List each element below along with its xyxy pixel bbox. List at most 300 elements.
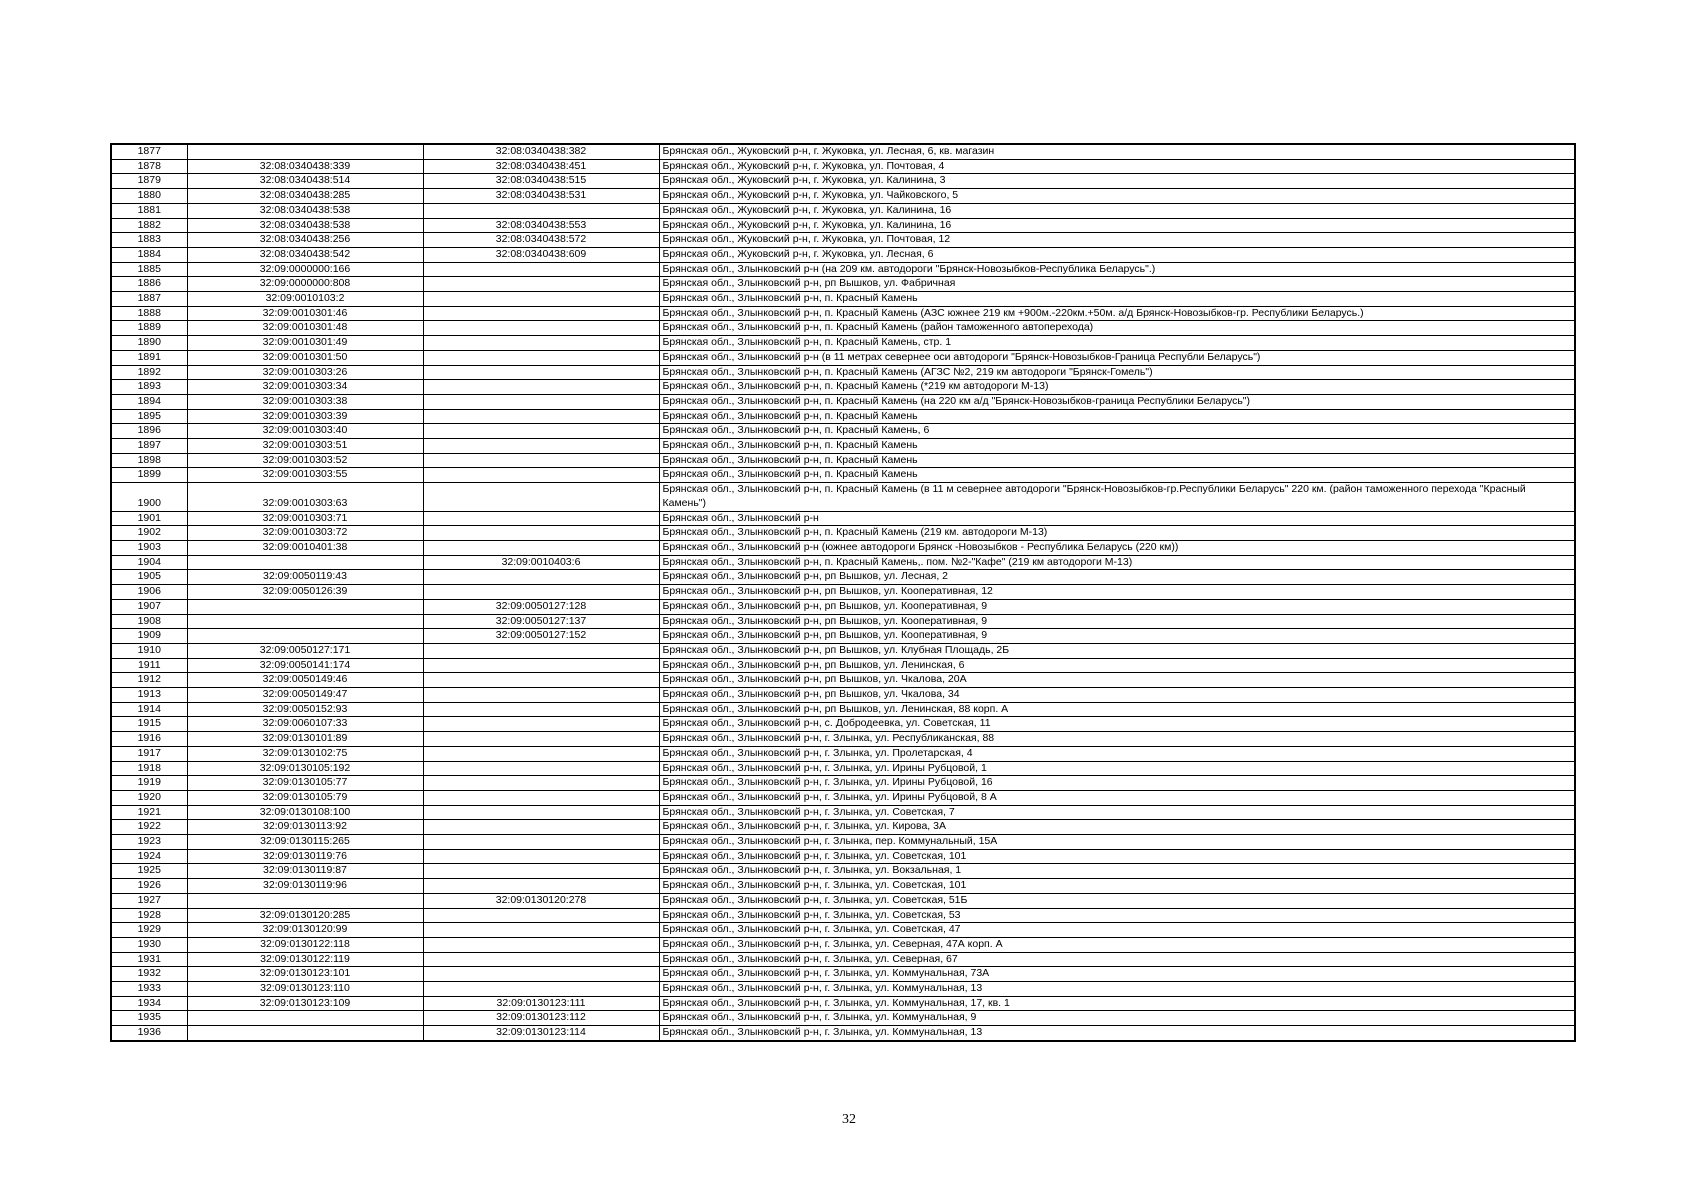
row-number-cell: 1887 (111, 292, 187, 307)
row-number-cell: 1882 (111, 218, 187, 233)
cadastral-number-cell (187, 1026, 423, 1041)
cadastral-number-cell: 32:09:0000000:166 (187, 262, 423, 277)
cadastral-number-cell: 32:09:0130123:101 (187, 967, 423, 982)
object-cadastral-number-cell (423, 937, 659, 952)
table-row (111, 424, 1575, 439)
address-cell: Брянская обл., Злынковский р-н, с. Добродеевка, ул. Советская, 11 (659, 717, 1575, 732)
row-number-cell: 1907 (111, 599, 187, 614)
address-cell: Брянская обл., Злынковский р-н, г. Злынка, ул. Коммунальная, 13 (659, 982, 1575, 997)
object-cadastral-number-cell: 32:09:0010403:6 (423, 555, 659, 570)
table-row (111, 761, 1575, 776)
object-cadastral-number-cell: 32:08:0340438:609 (423, 247, 659, 262)
table-row (111, 967, 1575, 982)
table-row (111, 805, 1575, 820)
object-cadastral-number-cell (423, 805, 659, 820)
object-cadastral-number-cell (423, 820, 659, 835)
table-row (111, 658, 1575, 673)
address-cell: Брянская обл., Жуковский р-н, г. Жуковка, ул. Почтовая, 4 (659, 159, 1575, 174)
cadastral-number-cell: 32:09:0010303:38 (187, 394, 423, 409)
cadastral-number-cell: 32:09:0130101:89 (187, 732, 423, 747)
cadastral-number-cell: 32:09:0130123:110 (187, 982, 423, 997)
address-cell: Брянская обл., Злынковский р-н, г. Злынка, ул. Ирины Рубцовой, 8 А (659, 790, 1575, 805)
table-row (111, 394, 1575, 409)
object-cadastral-number-cell (423, 453, 659, 468)
cadastral-number-cell: 32:08:0340438:514 (187, 174, 423, 189)
cadastral-table (110, 143, 1576, 1042)
row-number-cell: 1932 (111, 967, 187, 982)
cadastral-number-cell: 32:08:0340438:339 (187, 159, 423, 174)
row-number-cell: 1886 (111, 277, 187, 292)
address-cell: Брянская обл., Злынковский р-н, г. Злынка, ул. Республиканская, 88 (659, 732, 1575, 747)
address-cell: Брянская обл., Злынковский р-н, п. Красный Камень (659, 439, 1575, 454)
table-row (111, 203, 1575, 218)
object-cadastral-number-cell: 32:08:0340438:451 (423, 159, 659, 174)
object-cadastral-number-cell (423, 658, 659, 673)
cadastral-number-cell: 32:09:0060107:33 (187, 717, 423, 732)
object-cadastral-number-cell (423, 277, 659, 292)
object-cadastral-number-cell: 32:09:0130123:112 (423, 1011, 659, 1026)
table-row (111, 218, 1575, 233)
object-cadastral-number-cell (423, 483, 659, 511)
address-cell: Брянская обл., Злынковский р-н, рп Вышков, ул. Ленинская, 6 (659, 658, 1575, 673)
cadastral-number-cell: 32:09:0130102:75 (187, 746, 423, 761)
table-row (111, 746, 1575, 761)
row-number-cell: 1890 (111, 336, 187, 351)
cadastral-number-cell: 32:09:0130108:100 (187, 805, 423, 820)
row-number-cell: 1936 (111, 1026, 187, 1041)
object-cadastral-number-cell (423, 982, 659, 997)
address-cell: Брянская обл., Злынковский р-н, рп Вышков, ул. Кооперативная, 9 (659, 614, 1575, 629)
cadastral-number-cell: 32:09:0010301:49 (187, 336, 423, 351)
address-cell: Брянская обл., Жуковский р-н, г. Жуковка, ул. Калинина, 3 (659, 174, 1575, 189)
cadastral-number-cell: 32:09:0050152:93 (187, 702, 423, 717)
address-cell: Брянская обл., Злынковский р-н, рп Вышков, ул. Клубная Площадь, 2Б (659, 643, 1575, 658)
cadastral-number-cell: 32:09:0010303:55 (187, 468, 423, 483)
table-row (111, 189, 1575, 204)
cadastral-number-cell: 32:09:0130122:119 (187, 952, 423, 967)
row-number-cell: 1913 (111, 688, 187, 703)
object-cadastral-number-cell: 32:08:0340438:515 (423, 174, 659, 189)
cadastral-number-cell: 32:09:0010303:52 (187, 453, 423, 468)
object-cadastral-number-cell (423, 923, 659, 938)
address-cell: Брянская обл., Жуковский р-н, г. Жуковка, ул. Лесная, 6, кв. магазин (659, 144, 1575, 159)
table-row (111, 952, 1575, 967)
cadastral-number-cell: 32:09:0050127:171 (187, 643, 423, 658)
object-cadastral-number-cell (423, 468, 659, 483)
table-row (111, 336, 1575, 351)
cadastral-number-cell: 32:09:0130113:92 (187, 820, 423, 835)
cadastral-number-cell: 32:09:0130120:99 (187, 923, 423, 938)
object-cadastral-number-cell: 32:08:0340438:531 (423, 189, 659, 204)
row-number-cell: 1921 (111, 805, 187, 820)
address-cell: Брянская обл., Злынковский р-н, п. Красный Камень (659, 292, 1575, 307)
row-number-cell: 1905 (111, 570, 187, 585)
address-cell: Брянская обл., Злынковский р-н, г. Злынка, ул. Вокзальная, 1 (659, 864, 1575, 879)
address-cell: Брянская обл., Злынковский р-н, п. Красный Камень (в 11 м севернее автодороги "Брянск-Новозыбков-гр.Республики Беларусь" 220 км. (район таможенного перехода "Красный Камень") (659, 483, 1575, 511)
address-cell: Брянская обл., Злынковский р-н, г. Злынка, ул. Советская, 47 (659, 923, 1575, 938)
table-row (111, 409, 1575, 424)
cadastral-number-cell: 32:09:0010303:26 (187, 365, 423, 380)
object-cadastral-number-cell (423, 967, 659, 982)
object-cadastral-number-cell (423, 849, 659, 864)
object-cadastral-number-cell (423, 526, 659, 541)
row-number-cell: 1880 (111, 189, 187, 204)
table-row (111, 439, 1575, 454)
row-number-cell: 1926 (111, 879, 187, 894)
cadastral-number-cell (187, 144, 423, 159)
address-cell: Брянская обл., Злынковский р-н, рп Вышков, ул. Кооперативная, 9 (659, 629, 1575, 644)
address-cell: Брянская обл., Жуковский р-н, г. Жуковка, ул. Калинина, 16 (659, 218, 1575, 233)
row-number-cell: 1925 (111, 864, 187, 879)
address-cell: Брянская обл., Жуковский р-н, г. Жуковка, ул. Чайковского, 5 (659, 189, 1575, 204)
table-row (111, 849, 1575, 864)
object-cadastral-number-cell (423, 262, 659, 277)
row-number-cell: 1931 (111, 952, 187, 967)
object-cadastral-number-cell (423, 380, 659, 395)
table-row (111, 306, 1575, 321)
object-cadastral-number-cell (423, 350, 659, 365)
table-row (111, 526, 1575, 541)
object-cadastral-number-cell (423, 585, 659, 600)
address-cell: Брянская обл., Жуковский р-н, г. Жуковка, ул. Лесная, 6 (659, 247, 1575, 262)
row-number-cell: 1885 (111, 262, 187, 277)
cadastral-number-cell: 32:09:0130105:192 (187, 761, 423, 776)
object-cadastral-number-cell (423, 643, 659, 658)
table-row (111, 732, 1575, 747)
table-row (111, 673, 1575, 688)
row-number-cell: 1891 (111, 350, 187, 365)
object-cadastral-number-cell: 32:09:0050127:152 (423, 629, 659, 644)
row-number-cell: 1893 (111, 380, 187, 395)
cadastral-number-cell: 32:09:0010303:39 (187, 409, 423, 424)
row-number-cell: 1900 (111, 483, 187, 511)
address-cell: Брянская обл., Жуковский р-н, г. Жуковка, ул. Калинина, 16 (659, 203, 1575, 218)
table-row (111, 511, 1575, 526)
cadastral-number-cell: 32:09:0010301:46 (187, 306, 423, 321)
address-cell: Брянская обл., Злынковский р-н, г. Злынка, ул. Коммунальная, 9 (659, 1011, 1575, 1026)
cadastral-number-cell (187, 614, 423, 629)
table-row (111, 923, 1575, 938)
cadastral-number-cell: 32:09:0130120:285 (187, 908, 423, 923)
cadastral-number-cell: 32:09:0130105:79 (187, 790, 423, 805)
cadastral-number-cell: 32:08:0340438:285 (187, 189, 423, 204)
address-cell: Брянская обл., Злынковский р-н, п. Красный Камень, стр. 1 (659, 336, 1575, 351)
row-number-cell: 1929 (111, 923, 187, 938)
cadastral-number-cell: 32:09:0010303:51 (187, 439, 423, 454)
row-number-cell: 1914 (111, 702, 187, 717)
table-row (111, 702, 1575, 717)
address-cell: Брянская обл., Злынковский р-н (в 11 метрах севернее оси автодороги "Брянск-Новозыбков-Граница Республи Беларусь") (659, 350, 1575, 365)
address-cell: Брянская обл., Злынковский р-н, п. Красный Камень, 6 (659, 424, 1575, 439)
table-row (111, 614, 1575, 629)
object-cadastral-number-cell (423, 688, 659, 703)
address-cell: Брянская обл., Злынковский р-н, г. Злынка, ул. Кирова, 3А (659, 820, 1575, 835)
object-cadastral-number-cell (423, 761, 659, 776)
cadastral-number-cell: 32:09:0130105:77 (187, 776, 423, 791)
address-cell: Брянская обл., Злынковский р-н, п. Красный Камень (район таможенного автоперехода) (659, 321, 1575, 336)
address-cell: Брянская обл., Злынковский р-н, г. Злынка, ул. Советская, 7 (659, 805, 1575, 820)
object-cadastral-number-cell (423, 306, 659, 321)
table-row (111, 262, 1575, 277)
address-cell: Брянская обл., Злынковский р-н, п. Красный Камень (*219 км автодороги М-13) (659, 380, 1575, 395)
cadastral-number-cell: 32:09:0010301:50 (187, 350, 423, 365)
address-cell: Брянская обл., Злынковский р-н, п. Красный Камень (219 км. автодороги М-13) (659, 526, 1575, 541)
table-row (111, 144, 1575, 159)
object-cadastral-number-cell (423, 409, 659, 424)
cadastral-number-cell: 32:09:0010301:48 (187, 321, 423, 336)
cadastral-number-cell (187, 1011, 423, 1026)
cadastral-number-cell: 32:09:0050149:46 (187, 673, 423, 688)
row-number-cell: 1883 (111, 233, 187, 248)
table-row (111, 982, 1575, 997)
object-cadastral-number-cell: 32:09:0130123:111 (423, 996, 659, 1011)
table-row (111, 453, 1575, 468)
object-cadastral-number-cell (423, 365, 659, 380)
row-number-cell: 1917 (111, 746, 187, 761)
address-cell: Брянская обл., Злынковский р-н, рп Вышков, ул. Чкалова, 34 (659, 688, 1575, 703)
object-cadastral-number-cell (423, 908, 659, 923)
cadastral-number-cell: 32:08:0340438:256 (187, 233, 423, 248)
row-number-cell: 1934 (111, 996, 187, 1011)
object-cadastral-number-cell (423, 439, 659, 454)
cadastral-number-cell: 32:09:0050141:174 (187, 658, 423, 673)
row-number-cell: 1935 (111, 1011, 187, 1026)
row-number-cell: 1920 (111, 790, 187, 805)
address-cell: Брянская обл., Злынковский р-н, г. Злынка, ул. Пролетарская, 4 (659, 746, 1575, 761)
row-number-cell: 1906 (111, 585, 187, 600)
row-number-cell: 1901 (111, 511, 187, 526)
address-cell: Брянская обл., Жуковский р-н, г. Жуковка, ул. Почтовая, 12 (659, 233, 1575, 248)
address-cell: Брянская обл., Злынковский р-н, рп Вышков, ул. Фабричная (659, 277, 1575, 292)
row-number-cell: 1918 (111, 761, 187, 776)
object-cadastral-number-cell: 32:08:0340438:572 (423, 233, 659, 248)
address-cell: Брянская обл., Злынковский р-н, г. Злынка, ул. Советская, 101 (659, 879, 1575, 894)
address-cell: Брянская обл., Злынковский р-н (659, 511, 1575, 526)
cadastral-number-cell: 32:09:0010401:38 (187, 540, 423, 555)
address-cell: Брянская обл., Злынковский р-н (южнее автодороги Брянск -Новозыбков - Республика Беларусь (220 км)) (659, 540, 1575, 555)
object-cadastral-number-cell (423, 835, 659, 850)
table-row (111, 893, 1575, 908)
row-number-cell: 1919 (111, 776, 187, 791)
row-number-cell: 1927 (111, 893, 187, 908)
table-row (111, 585, 1575, 600)
table-row (111, 277, 1575, 292)
table-row (111, 864, 1575, 879)
cadastral-number-cell: 32:09:0010303:40 (187, 424, 423, 439)
row-number-cell: 1928 (111, 908, 187, 923)
table-row (111, 321, 1575, 336)
row-number-cell: 1878 (111, 159, 187, 174)
cadastral-number-cell (187, 599, 423, 614)
address-cell: Брянская обл., Злынковский р-н, п. Красный Камень (АЗС южнее 219 км +900м.-220км.+50м. а/д Брянск-Новозыбков-гр. Республики Беларусь.) (659, 306, 1575, 321)
table-row (111, 540, 1575, 555)
address-cell: Брянская обл., Злынковский р-н, рп Вышков, ул. Чкалова, 20А (659, 673, 1575, 688)
cadastral-number-cell: 32:09:0130115:265 (187, 835, 423, 850)
cadastral-number-cell (187, 629, 423, 644)
address-cell: Брянская обл., Злынковский р-н, г. Злынка, ул. Ирины Рубцовой, 1 (659, 761, 1575, 776)
object-cadastral-number-cell (423, 394, 659, 409)
object-cadastral-number-cell: 32:09:0130123:114 (423, 1026, 659, 1041)
address-cell: Брянская обл., Злынковский р-н, рп Вышков, ул. Ленинская, 88 корп. А (659, 702, 1575, 717)
address-cell: Брянская обл., Злынковский р-н, п. Красный Камень (659, 468, 1575, 483)
object-cadastral-number-cell: 32:09:0050127:137 (423, 614, 659, 629)
row-number-cell: 1910 (111, 643, 187, 658)
object-cadastral-number-cell (423, 717, 659, 732)
row-number-cell: 1877 (111, 144, 187, 159)
address-cell: Брянская обл., Злынковский р-н, г. Злынка, ул. Коммунальная, 13 (659, 1026, 1575, 1041)
object-cadastral-number-cell: 32:09:0050127:128 (423, 599, 659, 614)
row-number-cell: 1909 (111, 629, 187, 644)
object-cadastral-number-cell (423, 336, 659, 351)
address-cell: Брянская обл., Злынковский р-н, п. Красный Камень (на 220 км а/д "Брянск-Новозыбков-граница Республики Беларусь") (659, 394, 1575, 409)
cadastral-number-cell: 32:09:0130119:87 (187, 864, 423, 879)
object-cadastral-number-cell (423, 292, 659, 307)
cadastral-number-cell (187, 893, 423, 908)
object-cadastral-number-cell: 32:08:0340438:382 (423, 144, 659, 159)
object-cadastral-number-cell (423, 732, 659, 747)
row-number-cell: 1902 (111, 526, 187, 541)
row-number-cell: 1912 (111, 673, 187, 688)
object-cadastral-number-cell (423, 673, 659, 688)
cadastral-number-cell: 32:09:0010303:72 (187, 526, 423, 541)
table-row (111, 688, 1575, 703)
address-cell: Брянская обл., Злынковский р-н (на 209 км. автодороги "Брянск-Новозыбков-Республика Беларусь".) (659, 262, 1575, 277)
row-number-cell: 1892 (111, 365, 187, 380)
address-cell: Брянская обл., Злынковский р-н, г. Злынка, ул. Советская, 101 (659, 849, 1575, 864)
cadastral-number-cell: 32:09:0050126:39 (187, 585, 423, 600)
table-row (111, 570, 1575, 585)
table-row (111, 879, 1575, 894)
table-row (111, 776, 1575, 791)
object-cadastral-number-cell: 32:09:0130120:278 (423, 893, 659, 908)
object-cadastral-number-cell (423, 540, 659, 555)
page-number: 32 (842, 1112, 856, 1127)
table-row (111, 247, 1575, 262)
row-number-cell: 1889 (111, 321, 187, 336)
object-cadastral-number-cell (423, 952, 659, 967)
table-row (111, 937, 1575, 952)
table-row (111, 1026, 1575, 1041)
table-row (111, 996, 1575, 1011)
row-number-cell: 1881 (111, 203, 187, 218)
address-cell: Брянская обл., Злынковский р-н, п. Красный Камень,. пом. №2-"Кафе" (219 км автодороги М-13) (659, 555, 1575, 570)
row-number-cell: 1908 (111, 614, 187, 629)
row-number-cell: 1930 (111, 937, 187, 952)
table-row (111, 599, 1575, 614)
table-row (111, 835, 1575, 850)
object-cadastral-number-cell (423, 776, 659, 791)
row-number-cell: 1899 (111, 468, 187, 483)
cadastral-number-cell: 32:08:0340438:542 (187, 247, 423, 262)
row-number-cell: 1884 (111, 247, 187, 262)
row-number-cell: 1897 (111, 439, 187, 454)
table-row (111, 1011, 1575, 1026)
object-cadastral-number-cell (423, 864, 659, 879)
object-cadastral-number-cell (423, 702, 659, 717)
cadastral-number-cell: 32:09:0050119:43 (187, 570, 423, 585)
row-number-cell: 1916 (111, 732, 187, 747)
address-cell: Брянская обл., Злынковский р-н, г. Злынка, ул. Северная, 67 (659, 952, 1575, 967)
object-cadastral-number-cell (423, 203, 659, 218)
row-number-cell: 1923 (111, 835, 187, 850)
object-cadastral-number-cell (423, 570, 659, 585)
row-number-cell: 1933 (111, 982, 187, 997)
row-number-cell: 1894 (111, 394, 187, 409)
row-number-cell: 1898 (111, 453, 187, 468)
address-cell: Брянская обл., Злынковский р-н, г. Злынка, ул. Коммунальная, 73А (659, 967, 1575, 982)
cadastral-number-cell: 32:09:0010303:71 (187, 511, 423, 526)
object-cadastral-number-cell: 32:08:0340438:553 (423, 218, 659, 233)
cadastral-number-cell: 32:09:0050149:47 (187, 688, 423, 703)
row-number-cell: 1904 (111, 555, 187, 570)
address-cell: Брянская обл., Злынковский р-н, п. Красный Камень (659, 453, 1575, 468)
row-number-cell: 1915 (111, 717, 187, 732)
cadastral-number-cell: 32:09:0130119:96 (187, 879, 423, 894)
cadastral-number-cell: 32:09:0010303:34 (187, 380, 423, 395)
table-row (111, 483, 1575, 511)
object-cadastral-number-cell (423, 746, 659, 761)
address-cell: Брянская обл., Злынковский р-н, г. Злынка, пер. Коммунальный, 15А (659, 835, 1575, 850)
cadastral-number-cell: 32:09:0010103:2 (187, 292, 423, 307)
object-cadastral-number-cell (423, 790, 659, 805)
address-cell: Брянская обл., Злынковский р-н, рп Вышков, ул. Кооперативная, 12 (659, 585, 1575, 600)
address-cell: Брянская обл., Злынковский р-н, г. Злынка, ул. Коммунальная, 17, кв. 1 (659, 996, 1575, 1011)
address-cell: Брянская обл., Злынковский р-н, п. Красный Камень (АГЗС №2, 219 км автодороги "Брянск-Гомель") (659, 365, 1575, 380)
table-row (111, 555, 1575, 570)
address-cell: Брянская обл., Злынковский р-н, рп Вышков, ул. Кооперативная, 9 (659, 599, 1575, 614)
table-row (111, 365, 1575, 380)
address-cell: Брянская обл., Злынковский р-н, г. Злынка, ул. Советская, 53 (659, 908, 1575, 923)
table-row (111, 174, 1575, 189)
cadastral-number-cell: 32:09:0130119:76 (187, 849, 423, 864)
table-row (111, 908, 1575, 923)
address-cell: Брянская обл., Злынковский р-н, рп Вышков, ул. Лесная, 2 (659, 570, 1575, 585)
table-row (111, 629, 1575, 644)
address-cell: Брянская обл., Злынковский р-н, г. Злынка, ул. Северная, 47А корп. А (659, 937, 1575, 952)
table-row (111, 717, 1575, 732)
row-number-cell: 1911 (111, 658, 187, 673)
cadastral-number-cell: 32:08:0340438:538 (187, 218, 423, 233)
table-row (111, 790, 1575, 805)
address-cell: Брянская обл., Злынковский р-н, п. Красный Камень (659, 409, 1575, 424)
row-number-cell: 1879 (111, 174, 187, 189)
address-cell: Брянская обл., Злынковский р-н, г. Злынка, ул. Советская, 51Б (659, 893, 1575, 908)
row-number-cell: 1895 (111, 409, 187, 424)
cadastral-number-cell: 32:09:0010303:63 (187, 483, 423, 511)
table-row (111, 380, 1575, 395)
address-cell: Брянская обл., Злынковский р-н, г. Злынка, ул. Ирины Рубцовой, 16 (659, 776, 1575, 791)
cadastral-number-cell: 32:09:0130122:118 (187, 937, 423, 952)
table-row (111, 468, 1575, 483)
row-number-cell: 1922 (111, 820, 187, 835)
table-row (111, 350, 1575, 365)
row-number-cell: 1903 (111, 540, 187, 555)
table-row (111, 292, 1575, 307)
table-row (111, 159, 1575, 174)
row-number-cell: 1924 (111, 849, 187, 864)
object-cadastral-number-cell (423, 424, 659, 439)
object-cadastral-number-cell (423, 879, 659, 894)
object-cadastral-number-cell (423, 321, 659, 336)
table-row (111, 820, 1575, 835)
table-body (111, 144, 1575, 1041)
row-number-cell: 1888 (111, 306, 187, 321)
cadastral-number-cell: 32:08:0340438:538 (187, 203, 423, 218)
object-cadastral-number-cell (423, 511, 659, 526)
cadastral-number-cell (187, 555, 423, 570)
cadastral-number-cell: 32:09:0130123:109 (187, 996, 423, 1011)
cadastral-number-cell: 32:09:0000000:808 (187, 277, 423, 292)
